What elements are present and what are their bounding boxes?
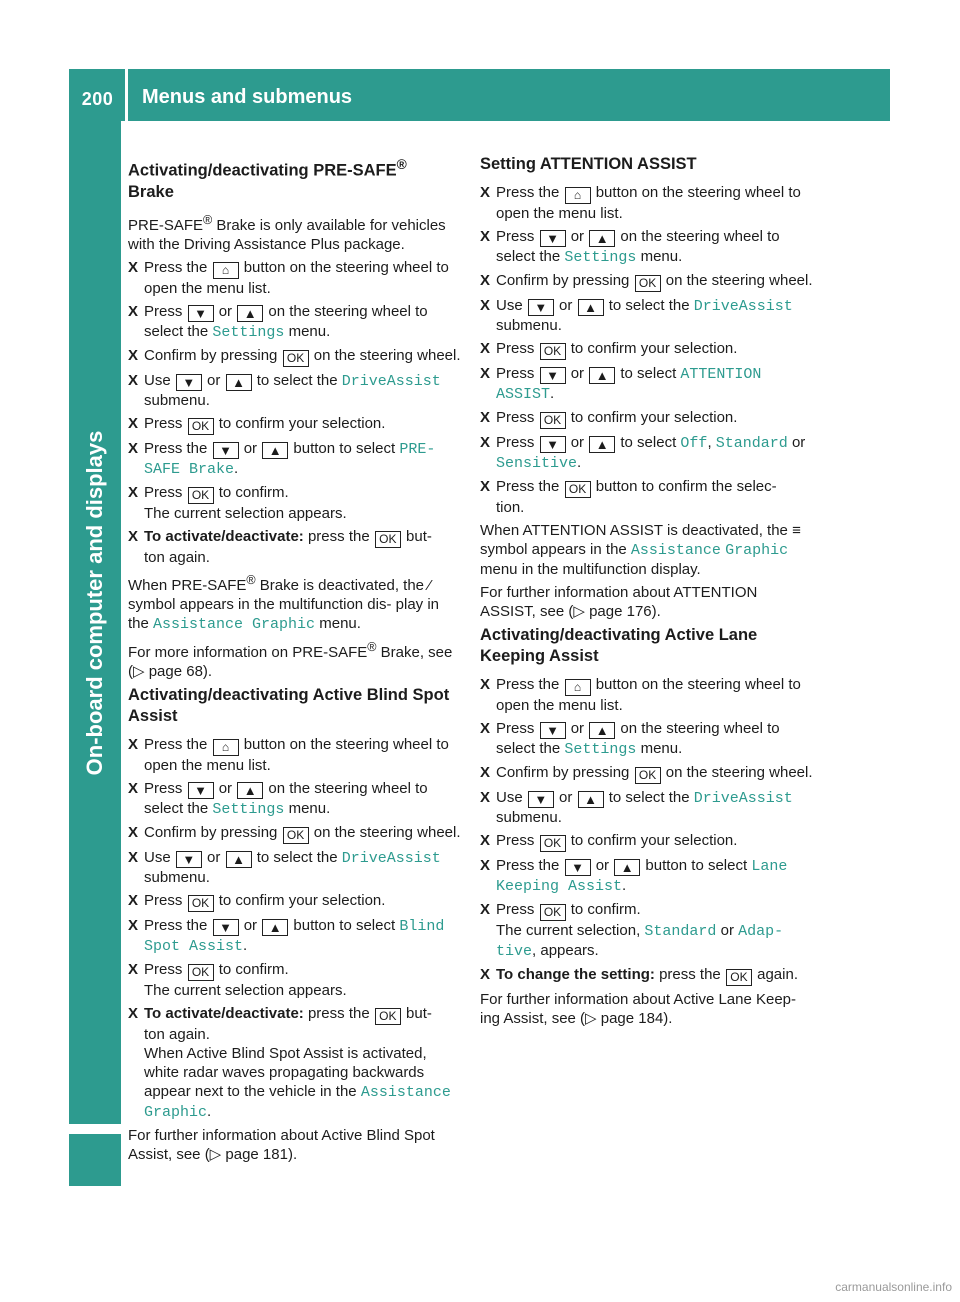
list-item: X To activate/deactivate: press the OK but- ton again. <box>128 527 462 567</box>
up-arrow-icon: ▲ <box>578 791 604 808</box>
down-arrow-icon: ▼ <box>540 230 566 247</box>
presafe-off-icon: ⁄ <box>428 576 431 594</box>
up-arrow-icon: ▲ <box>589 722 615 739</box>
home-icon: ⌂ <box>565 679 591 696</box>
ok-icon: OK <box>540 343 566 360</box>
ok-icon: OK <box>540 412 566 429</box>
up-arrow-icon: ▲ <box>226 851 252 868</box>
list-item: X Confirm by pressing OK on the steering wheel. <box>480 271 814 292</box>
heading-lane-keeping: Activating/deactivating Active Lane Keeping Assist <box>480 626 758 665</box>
list-item: X Press the ⌂ button on the steering wheel to open the menu list. <box>480 183 814 223</box>
down-arrow-icon: ▼ <box>176 374 202 391</box>
instruction-list <box>128 258 462 567</box>
down-arrow-icon: ▼ <box>213 919 239 936</box>
paragraph: For further information about ATTENTION ASSIST, see (▷ page 176). <box>480 584 758 620</box>
assistance-label: Assistance <box>360 1083 451 1101</box>
up-arrow-icon: ▲ <box>262 919 288 936</box>
sensitive-label: Sensitive <box>496 455 578 472</box>
up-arrow-icon: ▲ <box>589 436 615 453</box>
home-icon: ⌂ <box>213 739 239 756</box>
paragraph: For more information on PRE-SAFE® Brake, see (▷ page 68). <box>128 639 453 680</box>
down-arrow-icon: ▼ <box>528 791 554 808</box>
registered-mark: ® <box>396 157 407 172</box>
list-item: X Press ▼ or ▲ on the steering wheel to select the Settings menu. <box>128 302 462 342</box>
settings-menu-label: Settings <box>564 741 637 758</box>
paragraph: For further information about Active Blind Spot Assist, see (▷ page 181). <box>128 1126 435 1163</box>
paragraph: For further information about Active Lane Keep- ing Assist, see (▷ page 184). <box>480 991 797 1027</box>
side-marker <box>69 1134 121 1186</box>
list-item: X Press OK to confirm. The current selection, Standard or Adap‐tive, appears. <box>480 900 814 961</box>
settings-menu-label: Settings <box>212 323 285 341</box>
home-icon: ⌂ <box>213 262 239 279</box>
up-arrow-icon: ▲ <box>262 442 288 459</box>
paragraph: When PRE-SAFE® Brake is deactivated, the ⁄ symbol appears in the multifunction dis- play in the Assistance Graphic menu. <box>128 572 439 633</box>
list-item: X Use ▼ or ▲ to select the DriveAssist submenu. <box>480 296 814 335</box>
list-item: X Confirm by pressing OK on the steering wheel. <box>480 763 814 784</box>
list-item: X Press OK to confirm your selection. <box>480 339 814 360</box>
up-arrow-icon: ▲ <box>589 230 615 247</box>
off-label: Off <box>680 435 708 452</box>
down-arrow-icon: ▼ <box>540 367 566 384</box>
list-item: X Use ▼ or ▲ to select the DriveAssist submenu. <box>128 848 462 887</box>
list-item: X Press the ⌂ button on the steering wheel to open the menu list. <box>480 675 814 715</box>
heading-text: Brake <box>128 182 174 201</box>
presafe-brake-label: PRE- SAFE Brake <box>144 440 436 478</box>
list-item: X Press OK to confirm your selection. <box>480 831 814 852</box>
page-number: 200 <box>81 89 114 109</box>
down-arrow-icon: ▼ <box>213 442 239 459</box>
list-item: X Press the OK button to confirm the selec- tion. <box>480 477 814 517</box>
header-divider <box>125 69 128 121</box>
ok-icon: OK <box>726 969 752 986</box>
ok-icon: OK <box>375 531 401 548</box>
ok-icon: OK <box>188 895 214 912</box>
instruction-list <box>480 183 814 517</box>
down-arrow-icon: ▼ <box>540 722 566 739</box>
up-arrow-icon: ▲ <box>614 859 640 876</box>
list-item: X Press ▼ or ▲ on the steering wheel to select the Settings menu. <box>480 719 814 759</box>
list-item: X Confirm by pressing OK on the steering wheel. <box>128 346 462 367</box>
list-item: X Press OK to confirm your selection. <box>480 408 814 429</box>
up-arrow-icon: ▲ <box>237 782 263 799</box>
home-icon: ⌂ <box>565 187 591 204</box>
attention-assist-label: ATTENTION ASSIST <box>496 366 762 403</box>
ok-icon: OK <box>283 827 309 844</box>
paragraph: When ATTENTION ASSIST is deactivated, the ≡ symbol appears in the Assistance Graphic menu in the multifunction display. <box>480 522 801 578</box>
down-arrow-icon: ▼ <box>188 305 214 322</box>
paragraph: PRE-SAFE® Brake is only available for vehicles with the Driving Assistance Plus package. <box>128 212 446 253</box>
down-arrow-icon: ▼ <box>188 782 214 799</box>
list-item: X Press ▼ or ▲ on the steering wheel to select the Settings menu. <box>480 227 814 267</box>
list-item: X Press the ▼ or ▲ button to select Lane Keeping Assist. <box>480 856 814 896</box>
driveassist-label: DriveAssist <box>341 849 441 867</box>
watermark: carmanualsonline.info <box>835 1280 952 1294</box>
right-column <box>480 150 814 1032</box>
list-item: X To activate/deactivate: press the OK but- ton again. When Active Blind Spot Assist is activated, white radar waves propagating backwards appear next to the vehicle in the Assistance Graphic. <box>128 1004 462 1122</box>
list-item: X Press OK to confirm your selection. <box>128 891 462 912</box>
graphic-label: Graphic <box>725 542 789 559</box>
heading-text: Activating/deactivating PRE-SAFE <box>128 161 397 180</box>
attention-off-icon: ≡ <box>792 522 801 539</box>
ok-icon: OK <box>635 275 661 292</box>
instruction-list <box>128 735 462 1122</box>
up-arrow-icon: ▲ <box>237 305 263 322</box>
lane-keeping-label: Lane Keeping Assist <box>496 858 788 895</box>
list-item: X Press ▼ or ▲ to select ATTENTION ASSIST. <box>480 364 814 404</box>
list-item: X Press the ▼ or ▲ button to select Blind Spot Assist. <box>128 916 462 956</box>
standard-label: Standard <box>644 923 717 940</box>
list-item: X Use ▼ or ▲ to select the DriveAssist submenu. <box>128 371 462 410</box>
up-arrow-icon: ▲ <box>589 367 615 384</box>
down-arrow-icon: ▼ <box>565 859 591 876</box>
instruction-list <box>480 675 814 986</box>
down-arrow-icon: ▼ <box>528 299 554 316</box>
ok-icon: OK <box>540 835 566 852</box>
up-arrow-icon: ▲ <box>578 299 604 316</box>
down-arrow-icon: ▼ <box>540 436 566 453</box>
list-item: X To change the setting: press the OK again. <box>480 965 814 986</box>
down-arrow-icon: ▼ <box>176 851 202 868</box>
ok-icon: OK <box>283 350 309 367</box>
settings-menu-label: Settings <box>564 249 637 266</box>
standard-label: Standard <box>715 435 788 452</box>
blind-spot-label: Blind Spot Assist <box>144 917 445 955</box>
ok-icon: OK <box>188 964 214 981</box>
list-item: X Press the ⌂ button on the steering wheel to open the menu list. <box>128 258 462 298</box>
page-title: Menus and submenus <box>142 86 353 108</box>
ok-icon: OK <box>188 418 214 435</box>
adaptive-label: Adap‐tive <box>496 923 784 960</box>
heading-presafe-brake <box>128 154 462 203</box>
list-item: X Press OK to confirm. The current selection appears. <box>128 483 462 523</box>
ok-icon: OK <box>188 487 214 504</box>
ok-icon: OK <box>565 481 591 498</box>
heading-attention-assist: Setting ATTENTION ASSIST <box>480 155 697 173</box>
left-column <box>128 150 462 1168</box>
driveassist-label: DriveAssist <box>341 372 441 390</box>
list-item: X Use ▼ or ▲ to select the DriveAssist submenu. <box>480 788 814 827</box>
assistance-graphic-label: Assistance Graphic <box>153 615 316 633</box>
settings-menu-label: Settings <box>212 800 285 818</box>
list-item: X Confirm by pressing OK on the steering wheel. <box>128 823 462 844</box>
list-item: X Press ▼ or ▲ on the steering wheel to select the Settings menu. <box>128 779 462 819</box>
driveassist-label: DriveAssist <box>693 298 793 315</box>
driveassist-label: DriveAssist <box>693 790 793 807</box>
graphic-label: Graphic <box>144 1103 208 1121</box>
list-item: X Press the ▼ or ▲ button to select PRE- SAFE Brake. <box>128 439 462 479</box>
heading-blind-spot: Activating/deactivating Active Blind Spot Assist <box>128 685 450 725</box>
list-item: X Press ▼ or ▲ to select Off, Standard or Sensitive. <box>480 433 814 473</box>
ok-icon: OK <box>540 904 566 921</box>
list-item: X Press the ⌂ button on the steering wheel to open the menu list. <box>128 735 462 775</box>
ok-icon: OK <box>635 767 661 784</box>
up-arrow-icon: ▲ <box>226 374 252 391</box>
ok-icon: OK <box>375 1008 401 1025</box>
list-item: X Press OK to confirm your selection. <box>128 414 462 435</box>
section-tab-label: On-board computer and displays <box>82 430 107 776</box>
assistance-label: Assistance <box>630 542 721 559</box>
list-item: X Press OK to confirm. The current selection appears. <box>128 960 462 1000</box>
